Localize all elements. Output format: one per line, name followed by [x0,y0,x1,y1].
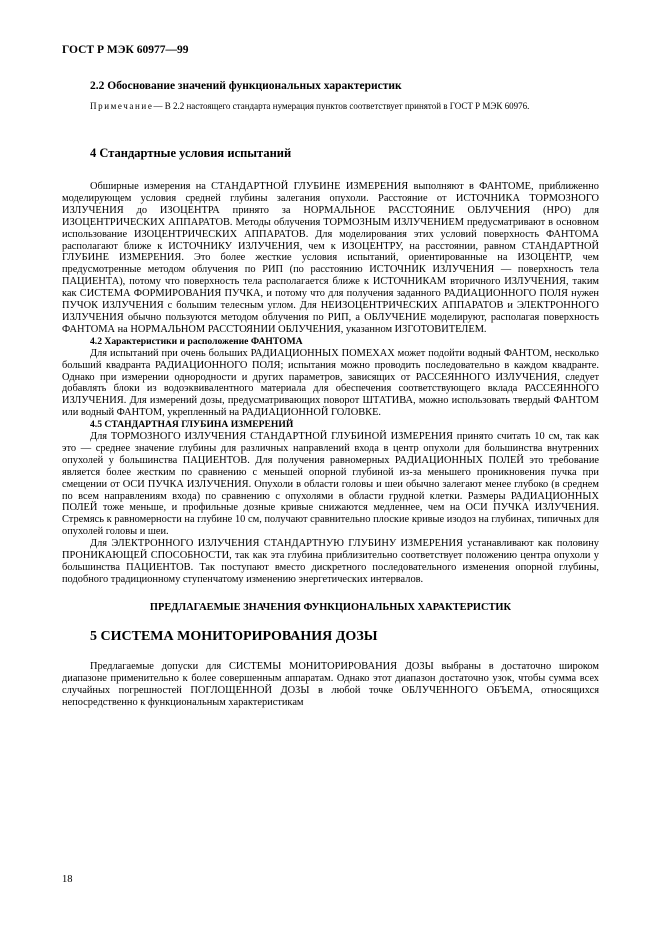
standard-header: ГОСТ Р МЭК 60977—99 [62,44,189,56]
section-4-title: 4 Стандартные условия испытаний [90,146,292,160]
section-4-5-paragraph-2: Для ЭЛЕКТРОННОГО ИЗЛУЧЕНИЯ СТАНДАРТНУЮ ГЛУБИНУ ИЗМЕРЕНИЯ устанавливают как половину ПРОНИКАЮЩЕЙ СПОСОБНОСТИ, так как эта глубина приблизительно соответствует положению центра опухоли у большинства ПАЦИЕНТОВ. Так поступают вместо дискретного последовательного изменения опорной глубины, подобного традиционному ступенчатому изменению энергетических интервалов. [62,538,599,585]
section-4-5-title: 4.5 СТАНДАРТНАЯ ГЛУБИНА ИЗМЕРЕНИЙ [90,419,294,431]
section-4-5-paragraph-1: Для ТОРМОЗНОГО ИЗЛУЧЕНИЯ СТАНДАРТНОЙ ГЛУБИНОЙ ИЗМЕРЕНИЯ принято считать 10 см, так как это — среднее значение глубины для различных направлений входа в центр опухоли для большинства внутренних опухолей у большинства ПАЦИЕНТОВ. Для получения равномерных РАДИАЦИОННЫХ ПОЛЕЙ это требование является более жестким по сравнению с меньшей опорной глубиной из-за меньшего проникновения пучка при смещении от ОСИ ПУЧКА ИЗЛУЧЕНИЯ. Опухоли в области головы и шеи обычно залегают менее глубоко (в среднем по всем направлениям входа) по сравнению с опухолями в области грудной клетки. Размеры РАДИАЦИОННЫХ ПОЛЕЙ тоже меньше, и профильные дозные кривые снижаются медленнее, чем на ОСИ ПУЧКА ИЗЛУЧЕНИЯ. Стремясь к равномерности на глубине 10 см, получают сравнительно плоские кривые изодоз на глубинах, типичных для опухолей головы и шеи. [62,431,599,538]
section-4-2-paragraph: Для испытаний при очень больших РАДИАЦИОННЫХ ПОМЕХАХ может подойти водный ФАНТОМ, несколько больший квадранта РАДИАЦИОННОГО ПОЛЯ; испытания можно проводить последовательно в каждом квадранте. Однако при измерении однородности и других параметров, зависящих от РАССЕЯННОГО ИЗЛУЧЕНИЯ, следует добавлять блоки из водоэквивалентного материала для обеспечения соответствующего вклада РАССЕЯННОГО ИЗЛУЧЕНИЯ. Для измерений дозы, предусматривающих поворот ШТАТИВА, можно использовать твердый ФАНТОМ или водный ФАНТОМ, укрепленный на РАДИАЦИОННОЙ ГОЛОВКЕ. [62,347,599,419]
section-4-paragraph-1: Обширные измерения на СТАНДАРТНОЙ ГЛУБИНЕ ИЗМЕРЕНИЯ выполняют в ФАНТОМЕ, приближенно моделирующем условия средней глубины залегания опухоли. Расстояние от ИСТОЧНИКА ТОРМОЗНОГО ИЗЛУЧЕНИЯ до ИЗОЦЕНТРА принято за НОРМАЛЬНОЕ РАССТОЯНИЕ ОБЛУЧЕНИЯ (НРО) для ИЗОЦЕНТРИЧЕСКИХ АППАРАТОВ. Методы облучения ТОРМОЗНЫМ ИЗЛУЧЕНИЕМ предусматривают в основном использование ИЗОЦЕНТРИЧЕСКИХ АППАРАТОВ. Для моделирования этих условий поверхность ФАНТОМА располагают ближе к ИСТОЧНИКУ ИЗЛУЧЕНИЯ, чем к ИЗОЦЕНТРУ, на расстоянии, равном СТАНДАРТНОЙ ГЛУБИНЕ ИЗМЕРЕНИЯ. Это более жесткие условия испытаний, ориентированные на ИЗОЦЕНТР, чем предусмотренные методом облучения по РИП (по расстоянию ИСТОЧНИК ИЗЛУЧЕНИЯ — поверхность тела ПАЦИЕНТА), потому что поверхность тела располагается ближе к ИСТОЧНИКАМ вторичного ИЗЛУЧЕНИЯ, таким как СИСТЕМА ФОРМИРОВАНИЯ ПУЧКА, и потому что для получения заданного РАДИАЦИОННОГО ПОЛЯ нужен ПУЧОК ИЗЛУЧЕНИЯ с большим телесным углом. Для НЕИЗОЦЕНТРИЧЕСКИХ АППАРАТОВ и ЭЛЕКТРОННОГО ИЗЛУЧЕНИЯ обычно пользуются методом облучения по РИП, а ОБЛУЧЕНИЕ моделируют, располагая поверхность ФАНТОМА на НОРМАЛЬНОМ РАССТОЯНИИ ОБЛУЧЕНИЯ, указанном ИЗГОТОВИТЕЛЕМ. [62,181,599,335]
note [62,101,599,112]
document-page [62,44,599,708]
note-text: — В 2.2 настоящего стандарта нумерация пунктов соответствует принятой в ГОСТ Р МЭК 60976. [153,101,530,111]
proposed-values-heading: ПРЕДЛАГАЕМЫЕ ЗНАЧЕНИЯ ФУНКЦИОНАЛЬНЫХ ХАРАКТЕРИСТИК [149,601,512,613]
page-number: 18 [62,874,73,885]
section-2-2-title: 2.2 Обоснование значений функциональных характеристик [90,80,402,92]
section-5-paragraph-1: Предлагаемые допуски для СИСТЕМЫ МОНИТОРИРОВАНИЯ ДОЗЫ выбраны в достаточно широком диапазоне применительно к более совершенным аппаратам. Однако этот диапазон достаточно узок, чтобы сумма всех случайных погрешностей ПОГЛОЩЕННОЙ ДОЗЫ в любой точке ОБЛУЧЕННОГО ОБЪЕМА, относящихся непосредственно к функциональным характеристикам [62,660,599,708]
section-4-2-title: 4.2 Характеристики и расположение ФАНТОМА [90,335,303,347]
section-5-title: 5 СИСТЕМА МОНИТОРИРОВАНИЯ ДОЗЫ [90,628,378,644]
note-label: Примечание [90,101,154,111]
